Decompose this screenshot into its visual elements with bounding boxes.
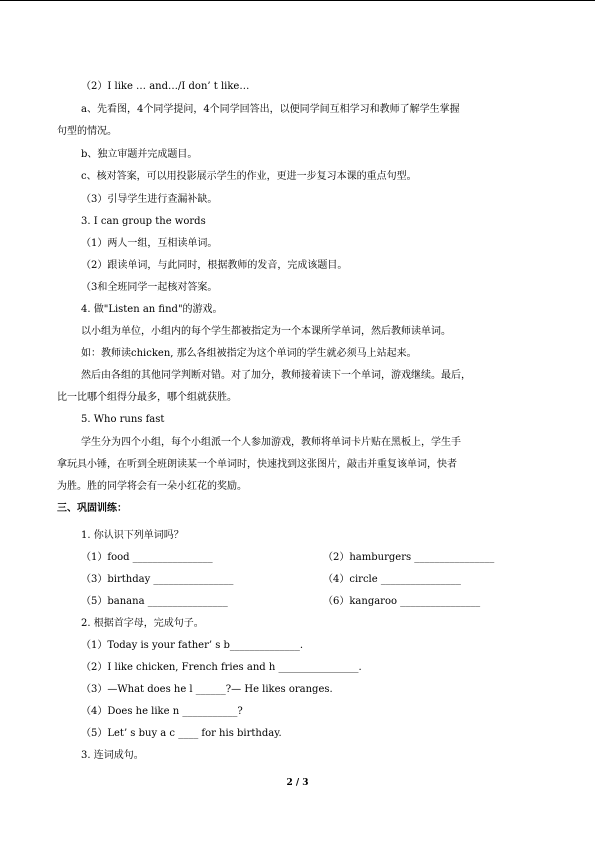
text-line: （1）两人一组，互相读单词。 <box>81 238 218 249</box>
text-line: （2）跟读单词，与此同时，根据教师的发音，完成该题目。 <box>81 260 348 271</box>
text-line: 5. Who runs fast <box>81 414 165 425</box>
exercise-item: （6）kangaroo ________________ <box>323 596 481 607</box>
exercise-item: （4）circle ________________ <box>323 574 461 585</box>
exercise-item: （4）Does he like n ___________? <box>81 706 243 717</box>
text-line: 句型的情况。 <box>57 126 117 137</box>
exercise-item: （3）birthday ________________ <box>81 574 234 585</box>
exercise-item: （5）banana ________________ <box>81 596 228 607</box>
exercise-item: （2）hamburgers ________________ <box>323 552 495 563</box>
text-line: 然后由各组的其他同学判断对错。对了加分，教师接着读下一个单词，游戏继续。最后， <box>81 370 471 381</box>
text-line: 拿玩具小锤，在听到全班朗读某一个单词时，快速找到这张图片，敲击并重复该单词，快者 <box>57 459 457 470</box>
text-line: （2）I like … and…/I don’ t like… <box>81 81 250 92</box>
text-line: 以小组为单位，小组内的每个学生都被指定为一个本课所学单词，然后教师读单词。 <box>81 326 451 337</box>
text-line: 学生分为四个小组，每个小组派一个人参加游戏，教师将单词卡片贴在黑板上，学生手 <box>81 437 461 448</box>
exercise-item: （1）food ________________ <box>81 552 213 563</box>
text-line: 3. I can group the words <box>81 216 206 227</box>
text-line: 3. 连词成句。 <box>81 750 144 761</box>
text-line: 4. 做"Listen an find"的游戏。 <box>81 304 223 315</box>
text-line: c、核对答案，可以用投影展示学生的作业，更进一步复习本课的重点句型。 <box>81 171 417 182</box>
text-line: 如：教师读chicken, 那么各组被指定为这个单词的学生就必须马上站起来。 <box>81 348 417 359</box>
exercise-item: （3）—What does he l ______?— He likes oranges. <box>81 684 333 695</box>
text-line: （3）引导学生进行查漏补缺。 <box>81 194 218 205</box>
section-heading: 三、巩固训练： <box>57 503 127 514</box>
page-number: 2 / 3 <box>286 778 309 788</box>
exercise-item: （5）Let’ s buy a c ____ for his birthday. <box>81 728 282 739</box>
exercise-item: （2）I like chicken, French fries and h ________________. <box>81 662 362 673</box>
text-line: 2. 根据首字母，完成句子。 <box>81 618 204 629</box>
text-line: a、先看图，4个同学提问，4个同学回答出，以便同学间互相学习和教师了解学生掌握 <box>81 104 460 115</box>
text-line: 1. 你认识下列单词吗？ <box>81 530 184 541</box>
text-line: （3和全班同学一起核对答案。 <box>81 282 218 293</box>
text-line: b、独立审题并完成题目。 <box>81 149 198 160</box>
exercise-item: （1）Today is your father’ s b______________. <box>81 640 304 651</box>
text-line: 为胜。胜的同学将会有一朵小红花的奖励。 <box>57 481 247 492</box>
text-line: 比一比哪个组得分最多，哪个组就获胜。 <box>57 392 237 403</box>
